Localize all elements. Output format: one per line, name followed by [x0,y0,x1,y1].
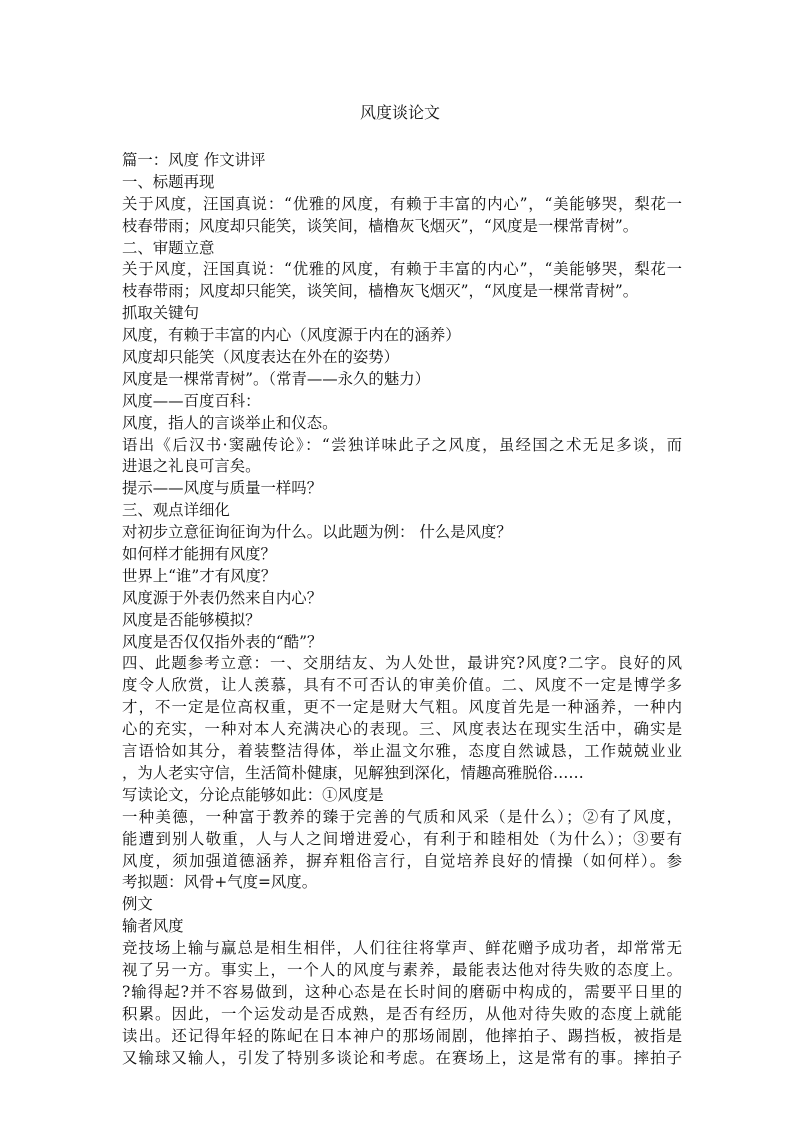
text-line: 写读论文，分论点能够如此：①风度是 [122,785,384,804]
text-line: 二、审题立意 [122,238,215,257]
text-line: 抓取关键句 [122,304,199,323]
text-line: 风度源于外表仍然来自内心？ [122,588,323,607]
text-line: 风度是否仅仅指外表的“酷”？ [122,632,323,651]
text-line: 风度——百度百科： [122,391,261,410]
text-line: 竞技场上输与赢总是相生相伴，人们往往将掌声、鲜花赠予成功者，却常常无 [122,939,682,958]
text-line: 关于风度，汪国真说：“优雅的风度，有赖于丰富的内心”，“美能够哭，梨花一 [122,194,682,213]
text-line: 读出。还记得年轻的陈屺在日本神户的那场闹剧，他摔拍子、踢挡板，被指是 [122,1026,682,1045]
text-line: 视了另一方。事实上，一个人的风度与素养，最能表达他对待失败的态度上。 [122,960,682,979]
text-line: 一种美德，一种富于教养的臻于完善的气质和风采（是什么）；②有了风度， [122,807,682,826]
text-line: 心的充实，一种对本人充满决心的表现。三、风度表达在现实生活中，确实是 [122,720,682,739]
text-line: 风度却只能笑（风度表达在外在的姿势） [122,348,400,367]
text-line: 语出《后汉书·窦融传论》：“尝独详味此子之风度，虽经国之术无足多谈，而 [122,435,682,454]
document-body [122,150,682,1069]
text-line: 例文 [122,895,153,914]
text-line: 度令人欣赏，让人羡慕，具有不可否认的审美价值。二、风度不一定是博学多 [122,676,682,695]
text-line: 枝春带雨；风度却只能笑，谈笑间，樯橹灰飞烟灭”，“风度是一棵常青树”。 [122,282,639,301]
text-line: 风度，指人的言谈举止和仪态。 [122,413,338,432]
text-line: 进退之礼良可言矣。 [122,457,261,476]
text-line: 如何样才能拥有风度？ [122,545,276,564]
text-line: 又输球又输人，引发了特别多谈论和考虑。在赛场上，这是常有的事。摔拍子 [122,1048,682,1067]
text-line: ，为人老实守信，生活简朴健康，见解独到深化，情趣高雅脱俗…… [122,763,584,782]
text-line: 风度是否能够模拟？ [122,610,261,629]
text-line: 一、标题再现 [122,172,215,191]
text-line: 世界上“谁”才有风度？ [122,566,277,585]
text-line: 篇一：风度 作文讲评 [122,151,266,169]
text-line: 言语恰如其分，着装整洁得体，举止温文尔雅，态度自然诚恳，工作兢兢业业 [122,742,682,761]
text-line: 关于风度，汪国真说：“优雅的风度，有赖于丰富的内心”，“美能够哭，梨花一 [122,260,682,279]
text-line: 才，不一定是位高权重，更不一定是财大气粗。风度首先是一种涵养，一种内 [122,698,682,717]
text-line: 输者风度 [122,917,184,936]
text-line: 三、观点详细化 [122,501,230,520]
document-title: 风度谈论文 [359,103,440,122]
text-line: 积累。因此，一个运发动是否成熟，是否有经历，从他对待失败的态度上就能 [122,1004,682,1023]
text-line: 考拟题：风骨+气度=风度。 [122,873,318,892]
text-line: 四、此题参考立意：一、交朋结友、为人处世，最讲究?风度?二字。良好的风 [122,654,682,673]
text-line: 风度是一棵常青树”。（常青——永久的魅力） [122,369,430,388]
text-line: 枝春带雨；风度却只能笑，谈笑间，樯橹灰飞烟灭”，“风度是一棵常青树”。 [122,216,639,235]
text-line: ?输得起?并不容易做到，这种心态是在长时间的磨砺中构成的，需要平日里的 [122,982,682,1001]
text-line: 提示——风度与质量一样吗？ [122,479,323,498]
text-line: 风度，有赖于丰富的内心（风度源于内在的涵养） [122,326,461,345]
text-line: 风度，须加强道德涵养，摒弃粗俗言行，自觉培养良好的情操（如何样）。参 [122,851,682,870]
text-line: 能遭到别人敬重，人与人之间增进爱心，有利于和睦相处（为什么）；③要有 [122,829,682,848]
text-line: 对初步立意征询征询为什么。以此题为例： 什么是风度？ [122,523,512,542]
